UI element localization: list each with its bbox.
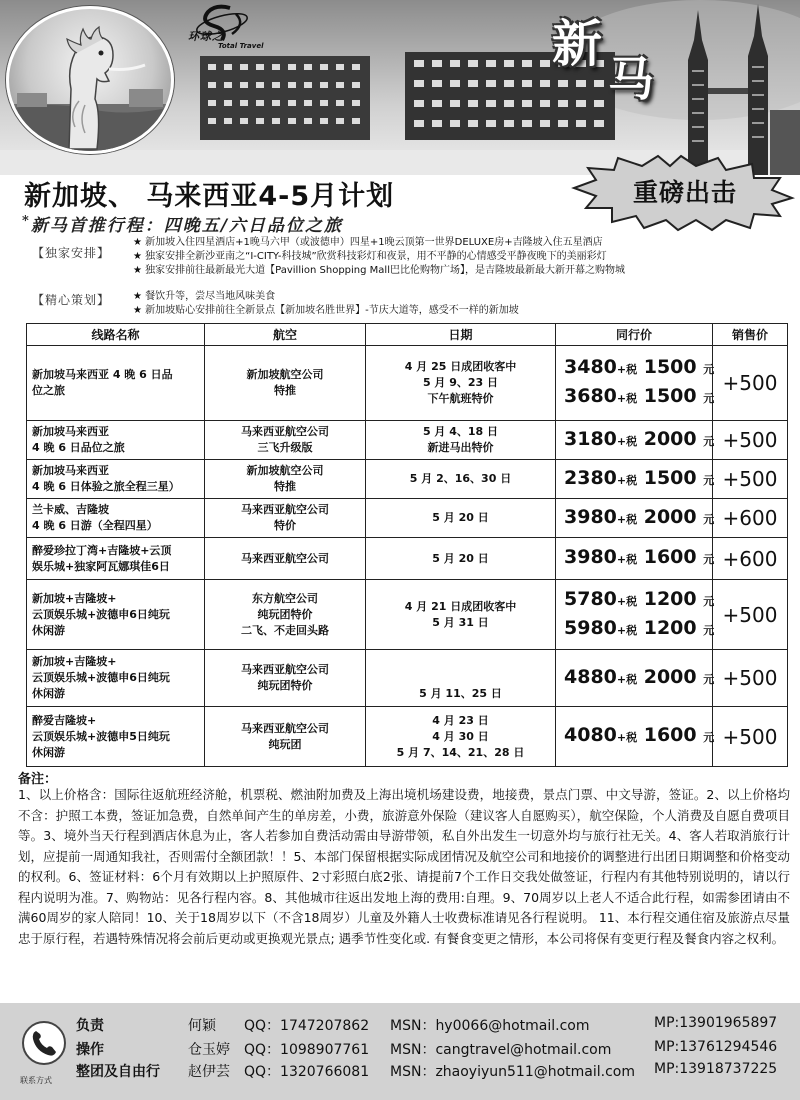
- airline-cell: 马来西亚航空公司 纯玩团: [205, 707, 366, 767]
- header-banner: [0, 0, 800, 175]
- subheading-text: 新马首推行程：四晚五/六日品位之旅: [30, 216, 344, 236]
- date-cell: 5 月 11、25 日: [366, 650, 556, 707]
- price-line: 3180+税 2000 元: [564, 427, 715, 450]
- trade-price-cell: [556, 346, 713, 421]
- contact-row: [0, 1061, 800, 1083]
- date-cell: 5 月 20 日: [366, 499, 556, 538]
- feature-list: [133, 236, 800, 278]
- feature-tag: 【独家安排】: [32, 246, 111, 260]
- feature-item: ★ 独家安排全新沙亚南之“I-CITY-科技城”欣赏科技彩灯和夜景，用不平静的心情感受平静夜晚下的美丽彩灯: [133, 250, 800, 264]
- subheading: [22, 211, 343, 236]
- date-cell: 4 月 21 日成团收客中 5 月 31 日: [366, 580, 556, 650]
- airline-cell: 新加坡航空公司 特推: [205, 460, 366, 499]
- contact-name: 赵伊芸: [188, 1064, 230, 1080]
- col-header-sale-price: 销售价: [713, 324, 788, 346]
- contact-name: 仓玉婷: [188, 1042, 230, 1058]
- date-cell: 4 月 23 日 4 月 30 日 5 月 7、14、21、28 日: [366, 707, 556, 767]
- feature-tag: 【精心策划】: [32, 293, 111, 307]
- contact-qq: QQ：1098907761: [244, 1042, 370, 1058]
- table-row: [27, 460, 788, 499]
- price-line: 3680+税 1500 元: [564, 385, 715, 407]
- feature-item: ★ 独家安排前往最新最光大道【Pavillion Shopping Mall巴比伦购物广场】，是吉隆坡最新最大新开幕之购物城: [133, 264, 800, 278]
- price-line: 3480+税 1500 元: [564, 356, 715, 378]
- sale-price-cell: +500: [713, 707, 788, 767]
- feature-item: ★ 餐饮升等，尝尽当地风味美食: [133, 290, 800, 304]
- price-line: 4880+税 2000 元: [564, 665, 715, 688]
- contact-role: 负责: [76, 1018, 104, 1034]
- banner-title-ma: 马: [608, 52, 652, 106]
- route-name-cell: 新加坡马来西亚 4 晚 6 日品 位之旅: [27, 346, 205, 421]
- airline-cell: 新加坡航空公司 特推: [205, 346, 366, 421]
- price-line: 3980+税 1600 元: [564, 546, 715, 568]
- airline-cell: 马来西亚航空公司 特价: [205, 499, 366, 538]
- subheading-mark: *: [22, 213, 31, 229]
- trade-price-cell: [556, 650, 713, 707]
- route-name-cell: 醉爱吉隆坡+ 云顶娱乐城+波德申5日纯玩 休闲游: [27, 707, 205, 767]
- trade-price-cell: [556, 499, 713, 538]
- sale-price-cell: +500: [713, 421, 788, 460]
- contact-mobile: MP:13918737225: [654, 1061, 778, 1077]
- sale-price-cell: +600: [713, 538, 788, 580]
- contact-msn: MSN：cangtravel@hotmail.com: [390, 1042, 612, 1058]
- sale-price-cell: +500: [713, 460, 788, 499]
- table-row: [27, 538, 788, 580]
- banner-title: [552, 4, 652, 106]
- airline-cell: 东方航空公司 纯玩团特价 二飞、不走回头路: [205, 580, 366, 650]
- table-row: [27, 421, 788, 460]
- contact-name: 何颖: [188, 1018, 216, 1034]
- notes-title: 备注：: [18, 772, 58, 787]
- contact-role: 操作: [76, 1042, 104, 1058]
- route-price-table: [26, 323, 788, 767]
- feature-item: ★ 新加坡入住四星酒店+1晚马六甲（或波德申）四星+1晚云顶第一世界DELUXE房+吉隆坡入住五星酒店: [133, 236, 800, 250]
- trade-price-cell: [556, 580, 713, 650]
- route-name-cell: 新加坡+吉隆坡+ 云顶娱乐城+波德申6日纯玩 休闲游: [27, 650, 205, 707]
- route-name-cell: 兰卡威、吉隆坡 4 晚 6 日游（全程四星）: [27, 499, 205, 538]
- date-cell: 4 月 25 日成团收客中 5 月 9、23 日 下午航班特价: [366, 346, 556, 421]
- sale-price-cell: +500: [713, 650, 788, 707]
- contact-msn: MSN：hy0066@hotmail.com: [390, 1018, 590, 1034]
- contact-footer: [0, 1003, 800, 1100]
- trade-price-cell: [556, 538, 713, 580]
- sale-price-cell: +500: [713, 580, 788, 650]
- contact-msn: MSN：zhaoyiyun511@hotmail.com: [390, 1064, 636, 1080]
- notes-body: 1、以上价格含：国际往返航班经济舱，机票税、燃油附加费及上海出境机场建设费，地接费，景点门票、中文导游，签证。2、以上价格均不含：护照工本费，签证加急费，自然单间产生的单房差，小费，旅游意外保险（建议客人自愿购买），航空保险，个人消费及自愿自费项目等。3、境外当天行程到酒店休息为止，客人若参加自费活动需由导游带领，私自外出发生一切意外均与旅行社无关。4、客人若取消旅行计划，应提前一周通知我社，否则需付全额团款！！5、本部门保留根据实际成团情况及航空公司和地接价的调整进行出团日期调整和价格变动的权利。6、签证材料：6个月有效期以上护照原件、2寸彩照白底2张、请提前7个工作日交我处做签证，行程内有其他特别说明的，请以行程内说明为准。7、购物站：见各行程内容。8、其他城市往返出发地上海的费用:自理。9、70周岁以上老人不适合此行程，如需参团请由不满60周岁的家人陪同！10、关于18周岁以下（不含18周岁）儿童及外籍人士收费标准请见各行程说明。 11、本行程交通住宿及旅游点尽量忠于原行程，若遇特殊情况将会前后更动或更换观光景点; 遇季节性变化或. 有餐食变更之情形，本公司将保有变更行程及餐食内容之权利。: [18, 787, 790, 946]
- price-line: 5980+税 1200 元: [564, 616, 715, 639]
- route-name-cell: 新加坡马来西亚 4 晚 6 日品位之旅: [27, 421, 205, 460]
- contact-row: [0, 1039, 800, 1061]
- contact-mobile: MP:13901965897: [654, 1015, 778, 1031]
- trade-price-cell: [556, 707, 713, 767]
- col-header-date: 日期: [366, 324, 556, 346]
- twin-towers-image: [670, 0, 800, 175]
- table-header-row: [27, 324, 788, 346]
- table-row: [27, 707, 788, 767]
- airline-cell: 马来西亚航空公司 纯玩团特价: [205, 650, 366, 707]
- logo-english-text: Total Travel: [218, 42, 264, 50]
- route-name-cell: 新加坡马来西亚 4 晚 6 日体验之旅全程三星）: [27, 460, 205, 499]
- feature-list: [133, 290, 800, 318]
- price-line: 2380+税 1500 元: [564, 466, 715, 489]
- table-row: [27, 650, 788, 707]
- page-title: 新加坡、 马来西亚4-5月计划: [24, 181, 395, 212]
- feature-item: ★ 新加坡贴心安排前往全新景点【新加坡名胜世界】-节庆大道等，感受不一样的新加坡: [133, 304, 800, 318]
- trade-price-cell: [556, 421, 713, 460]
- col-header-airline: 航空: [205, 324, 366, 346]
- table-row: [27, 580, 788, 650]
- date-cell: 5 月 2、16、30 日: [366, 460, 556, 499]
- price-line: 4080+税 1600 元: [564, 724, 715, 746]
- trade-price-cell: [556, 460, 713, 499]
- route-name-cell: 醉爱珍拉丁湾+吉隆坡+云顶 娱乐城+独家阿瓦娜琪佳6日: [27, 538, 205, 580]
- contact-row: [0, 1015, 800, 1037]
- airline-cell: 马来西亚航空公司: [205, 538, 366, 580]
- table-row: [27, 346, 788, 421]
- table-row: [27, 499, 788, 538]
- contact-mobile: MP:13761294546: [654, 1039, 778, 1055]
- banner-title-xin: 新: [552, 14, 600, 73]
- sale-price-cell: +600: [713, 499, 788, 538]
- contact-role: 整团及自由行: [76, 1064, 160, 1080]
- route-name-cell: 新加坡+吉隆坡+ 云顶娱乐城+波德申6日纯玩 休闲游: [27, 580, 205, 650]
- logo-chinese-text: 环球之: [188, 30, 224, 43]
- price-line: 3980+税 2000 元: [564, 505, 715, 528]
- airline-cell: 马来西亚航空公司 三飞升级版: [205, 421, 366, 460]
- burst-text: 重磅出击: [632, 178, 737, 207]
- contact-qq: QQ：1320766081: [244, 1064, 370, 1080]
- contact-qq: QQ：1747207862: [244, 1018, 370, 1034]
- sale-price-cell: +500: [713, 346, 788, 421]
- price-line: 5780+税 1200 元: [564, 587, 715, 610]
- merlion-photo: [6, 6, 174, 154]
- date-cell: 5 月 20 日: [366, 538, 556, 580]
- date-cell: 5 月 4、18 日 新进马出特价: [366, 421, 556, 460]
- col-header-trade-price: 同行价: [556, 324, 713, 346]
- col-header-route: 线路名称: [27, 324, 205, 346]
- contact-label: 联系方式: [20, 1076, 52, 1085]
